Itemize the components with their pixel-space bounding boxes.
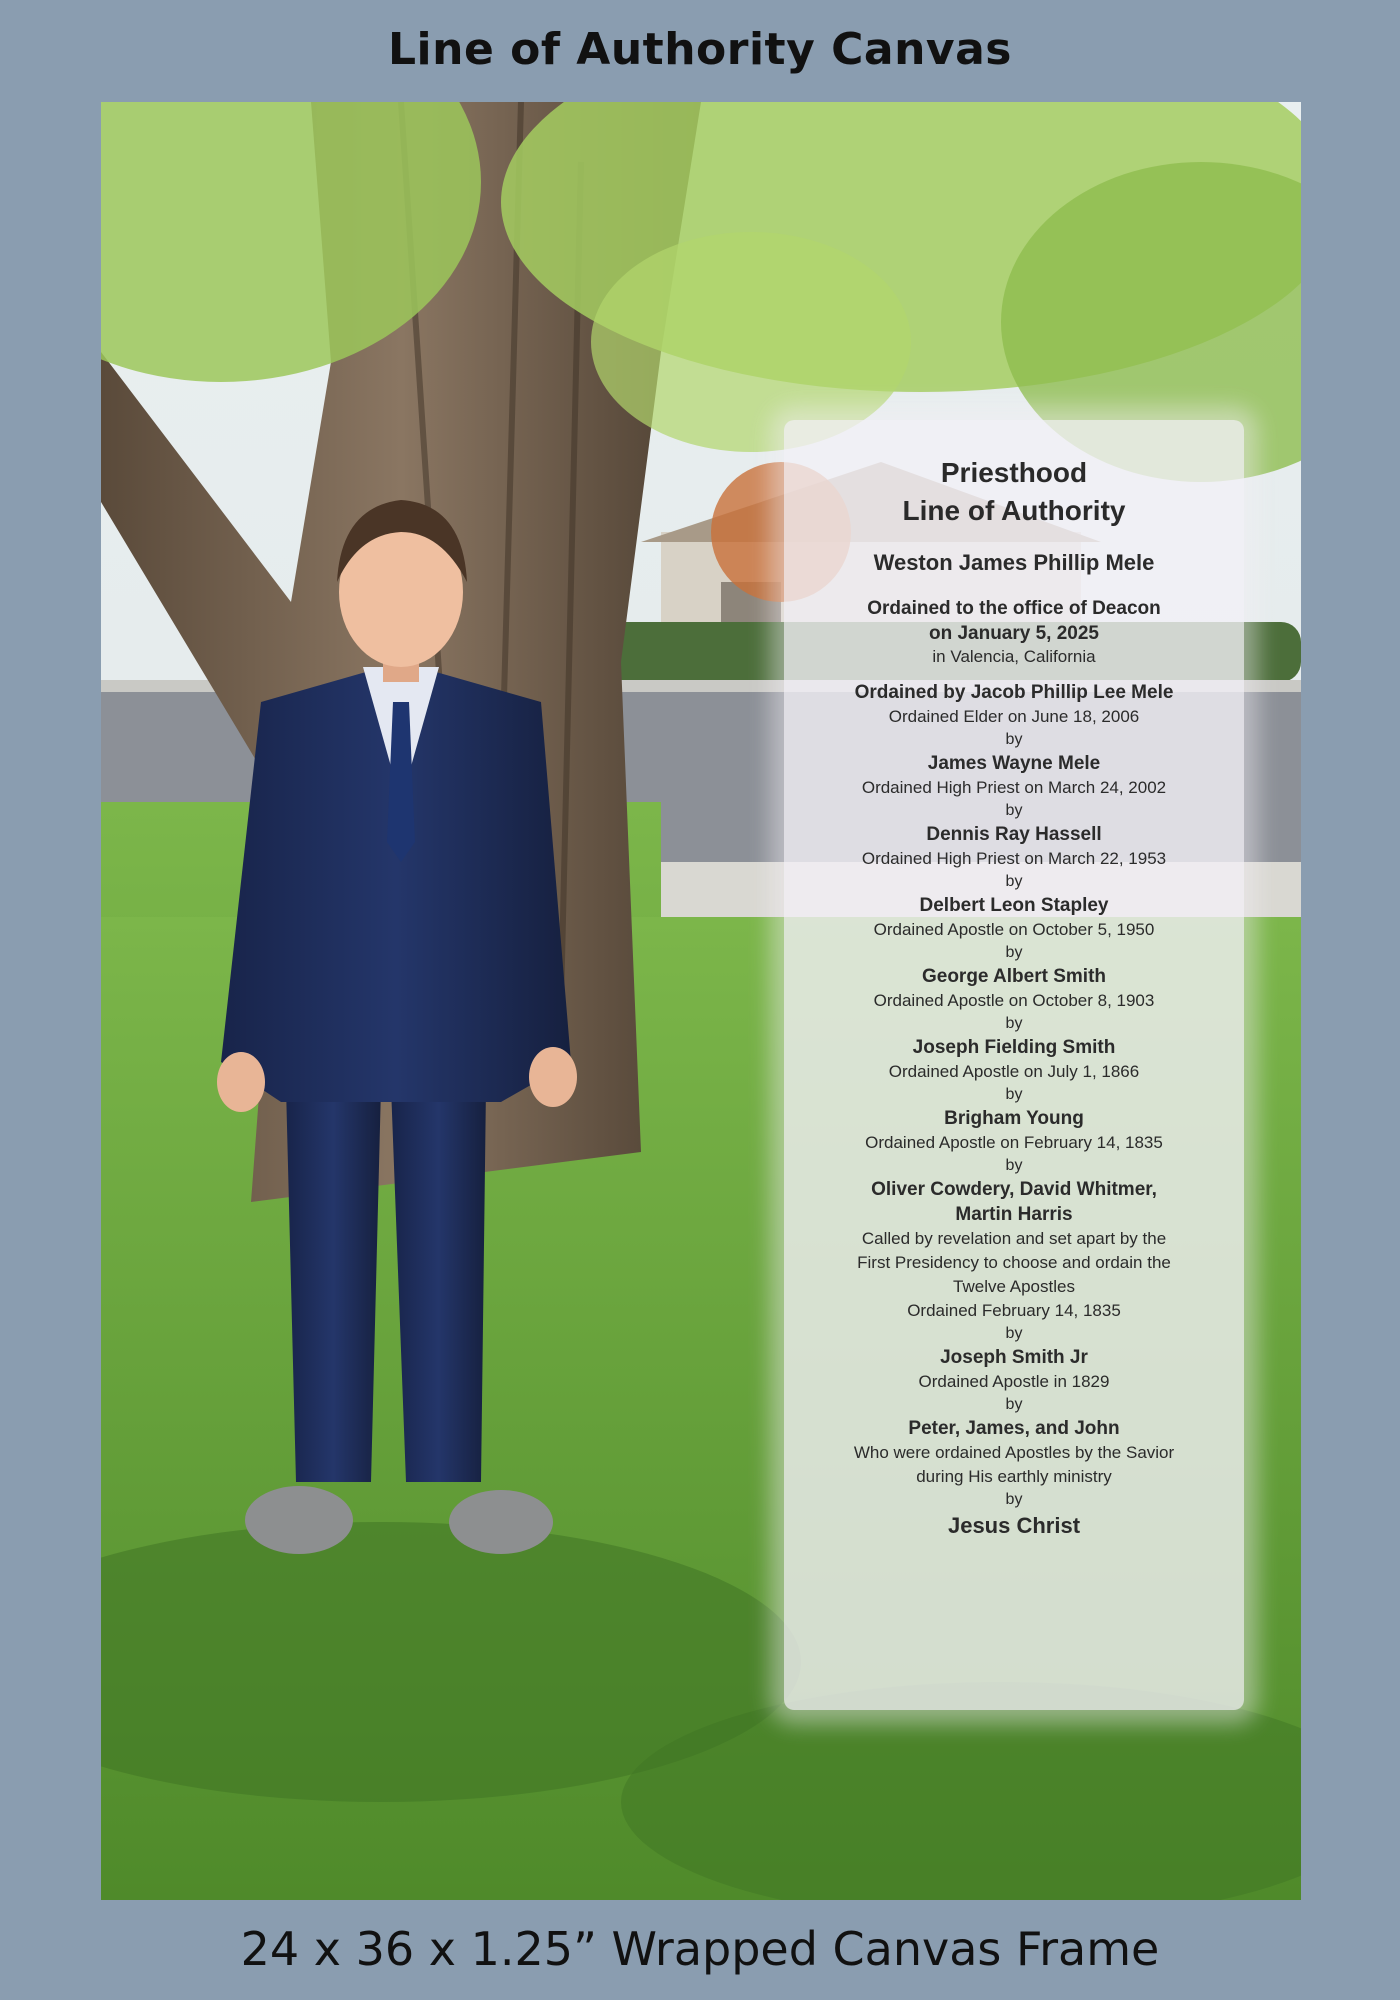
chain-by: by bbox=[1005, 1015, 1023, 1032]
chain-name: Delbert Leon Stapley bbox=[919, 895, 1109, 916]
chain-by: by bbox=[1005, 944, 1023, 961]
panel-heading-line1: Priesthood bbox=[940, 457, 1088, 488]
chain-name: Joseph Smith Jr bbox=[940, 1347, 1088, 1368]
chain-name: Peter, James, and John bbox=[908, 1418, 1120, 1439]
chain-name: Brigham Young bbox=[944, 1108, 1084, 1129]
ordination-line2: on January 5, 2025 bbox=[928, 623, 1100, 644]
authority-chain bbox=[784, 680, 1244, 1541]
chain-entry bbox=[784, 1177, 1244, 1345]
chain-entry bbox=[784, 822, 1244, 893]
ordinand-name: Weston James Phillip Mele bbox=[873, 550, 1155, 575]
chain-by: by bbox=[1005, 1396, 1023, 1413]
chain-name: Dennis Ray Hassell bbox=[926, 824, 1102, 845]
chain-final-name: Jesus Christ bbox=[947, 1513, 1081, 1538]
chain-detail: during His earthly ministry bbox=[916, 1467, 1112, 1486]
chain-detail: Ordained High Priest on March 22, 1953 bbox=[861, 849, 1167, 868]
chain-name: James Wayne Mele bbox=[927, 753, 1101, 774]
line-of-authority-panel bbox=[784, 420, 1244, 1710]
chain-detail: Ordained Apostle in 1829 bbox=[918, 1372, 1110, 1391]
chain-detail: Twelve Apostles bbox=[953, 1277, 1075, 1296]
chain-entry bbox=[784, 1035, 1244, 1106]
chain-detail: Ordained Apostle on October 5, 1950 bbox=[873, 920, 1155, 939]
ordination-line1: Ordained to the office of Deacon bbox=[867, 598, 1161, 619]
chain-detail: Ordained Apostle on July 1, 1866 bbox=[888, 1062, 1140, 1081]
size-caption: 24 x 36 x 1.25” Wrapped Canvas Frame bbox=[240, 1922, 1160, 1976]
chain-entry bbox=[784, 1345, 1244, 1416]
chain-name-line2: Martin Harris bbox=[955, 1204, 1073, 1225]
chain-detail: Ordained Apostle on February 14, 1835 bbox=[865, 1133, 1163, 1152]
chain-entry bbox=[784, 680, 1244, 751]
chain-detail: Ordained Apostle on October 8, 1903 bbox=[873, 991, 1155, 1010]
chain-name: Ordained by Jacob Phillip Lee Mele bbox=[854, 682, 1174, 703]
chain-entry bbox=[784, 751, 1244, 822]
chain-by: by bbox=[1005, 1325, 1023, 1342]
chain-detail: Called by revelation and set apart by the bbox=[861, 1229, 1167, 1248]
chain-by: by bbox=[1005, 802, 1023, 819]
chain-entry bbox=[784, 893, 1244, 964]
chain-detail: Ordained Elder on June 18, 2006 bbox=[888, 707, 1140, 726]
chain-name: Joseph Fielding Smith bbox=[912, 1037, 1116, 1058]
panel-heading-line2: Line of Authority bbox=[902, 495, 1126, 526]
chain-detail: First Presidency to choose and ordain the bbox=[857, 1253, 1171, 1272]
chain-entry bbox=[784, 1106, 1244, 1177]
chain-detail: Who were ordained Apostles by the Savior bbox=[853, 1443, 1175, 1462]
chain-entry bbox=[784, 1416, 1244, 1511]
chain-by: by bbox=[1005, 1491, 1023, 1508]
page-title: Line of Authority Canvas bbox=[388, 24, 1012, 75]
chain-by: by bbox=[1005, 731, 1023, 748]
chain-detail: Ordained February 14, 1835 bbox=[907, 1301, 1121, 1320]
chain-name: George Albert Smith bbox=[921, 966, 1107, 987]
canvas-photo bbox=[101, 102, 1301, 1900]
chain-name-line1: Oliver Cowdery, David Whitmer, bbox=[871, 1179, 1157, 1200]
chain-entry bbox=[784, 964, 1244, 1035]
chain-detail: Ordained High Priest on March 24, 2002 bbox=[861, 778, 1167, 797]
chain-by: by bbox=[1005, 1157, 1023, 1174]
chain-by: by bbox=[1005, 1086, 1023, 1103]
ordination-place: in Valencia, California bbox=[932, 647, 1096, 666]
chain-by: by bbox=[1005, 873, 1023, 890]
